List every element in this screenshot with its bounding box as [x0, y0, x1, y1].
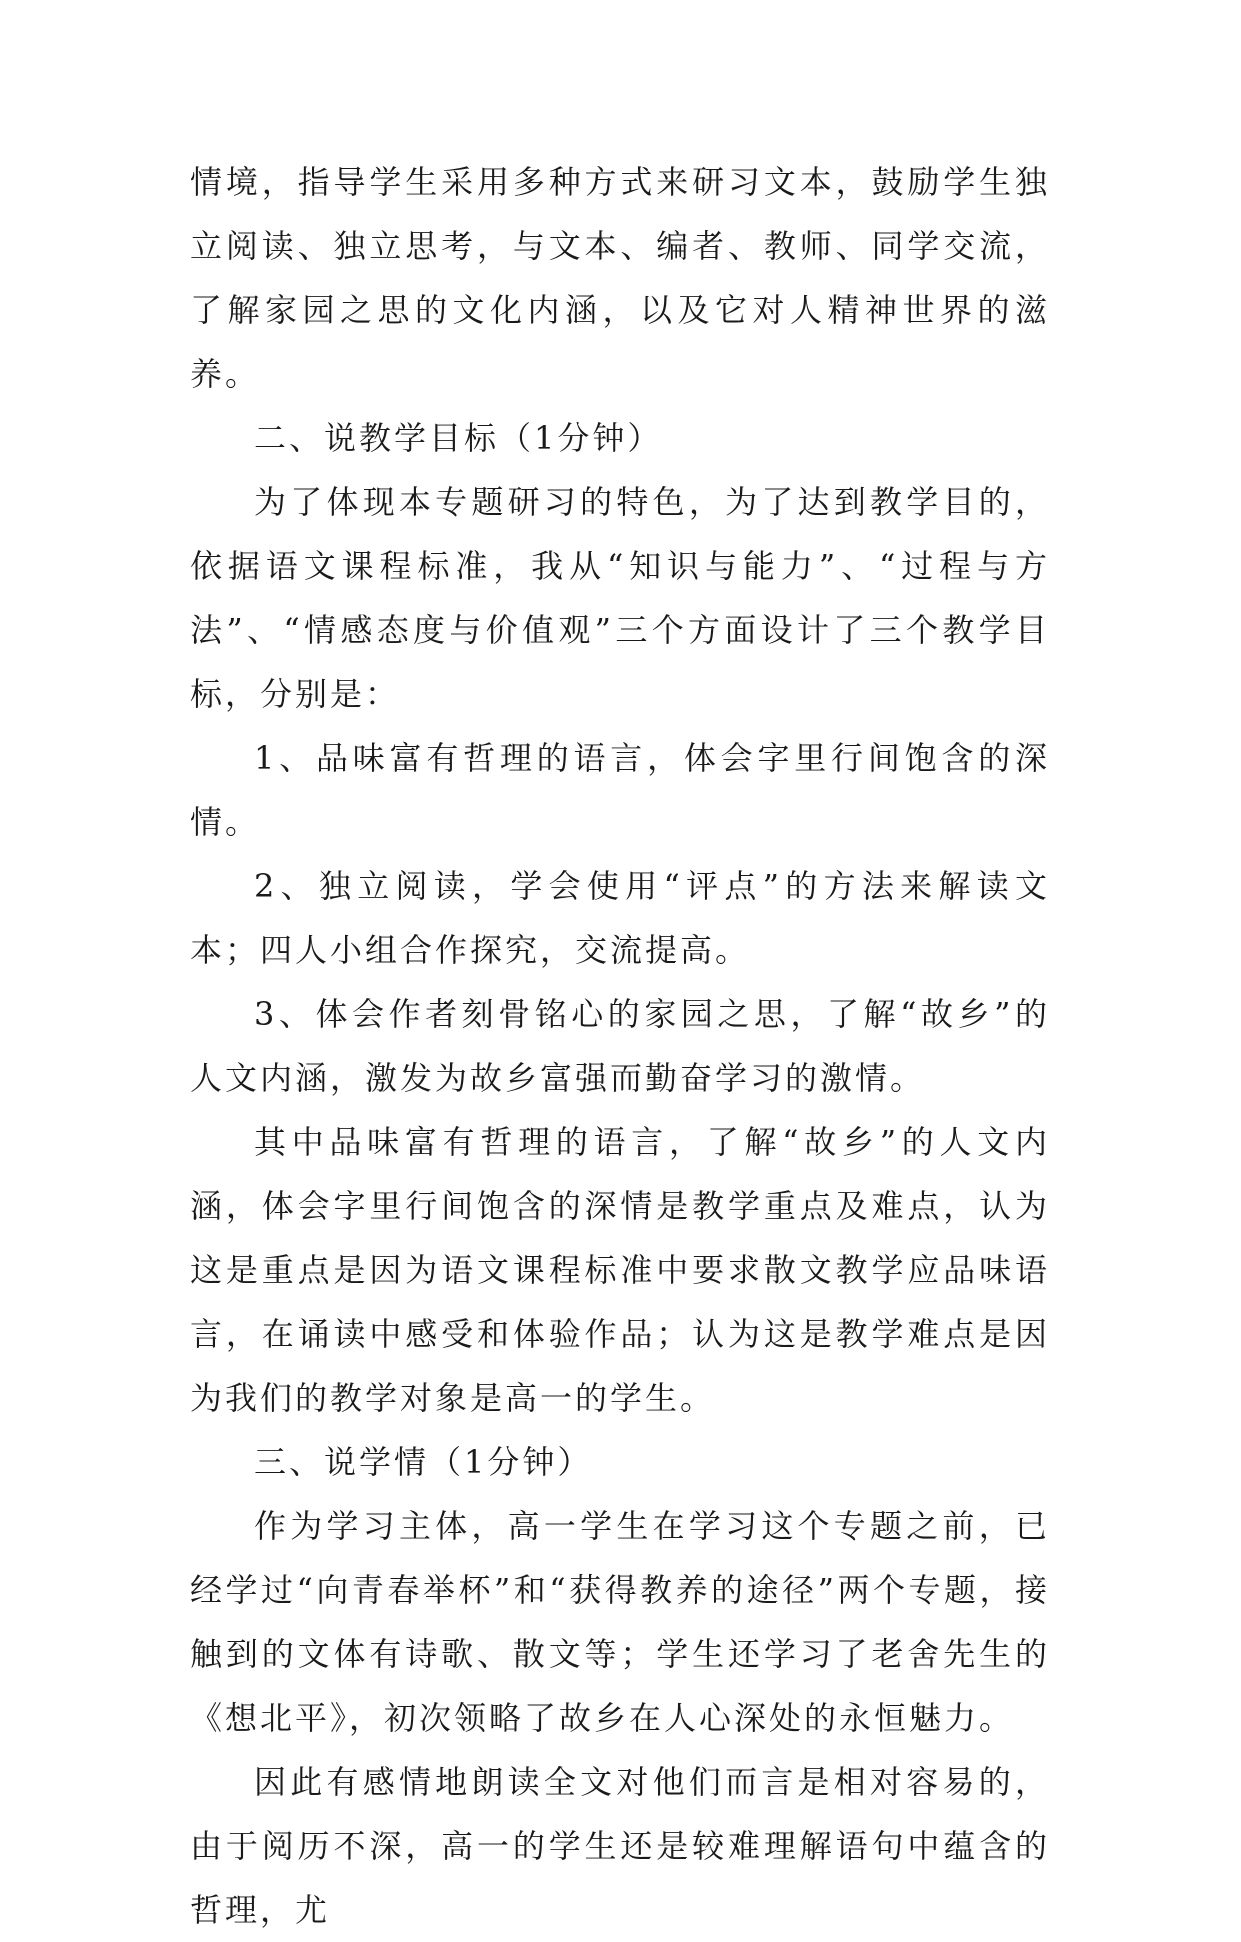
- list-item: 3、体会作者刻骨铭心的家园之思，了解“故乡”的人文内涵，激发为故乡富强而勤奋学习的激情。: [190, 995, 1050, 1097]
- paragraph: 因此有感情地朗读全文对他们而言是相对容易的，由于阅历不深，高一的学生还是较难理解语句中蕴含的哲理，尤: [190, 1763, 1050, 1929]
- paragraph: 作为学习主体，高一学生在学习这个专题之前，已经学过“向青春举杯”和“获得教养的途径”两个专题，接触到的文体有诗歌、散文等；学生还学习了老舍先生的《想北平》，初次领略了故乡在人心深处的永恒魅力。: [190, 1507, 1050, 1737]
- document-page: [190, 150, 1050, 1942]
- list-item: 1、品味富有哲理的语言，体会字里行间饱含的深情。: [190, 739, 1050, 841]
- section-heading: 二、说教学目标（1分钟）: [254, 419, 663, 457]
- list-item: 2、独立阅读，学会使用“评点”的方法来解读文本；四人小组合作探究，交流提高。: [190, 867, 1050, 969]
- paragraph: 情境，指导学生采用多种方式来研习文本，鼓励学生独立阅读、独立思考，与文本、编者、教师、同学交流，了解家园之思的文化内涵，以及它对人精神世界的滋养。: [190, 163, 1050, 393]
- section-heading: 三、说学情（1分钟）: [254, 1443, 593, 1481]
- paragraph: 为了体现本专题研习的特色，为了达到教学目的，依据语文课程标准，我从“知识与能力”、“过程与方法”、“情感态度与价值观”三个方面设计了三个教学目标，分别是：: [190, 483, 1050, 713]
- paragraph: 其中品味富有哲理的语言，了解“故乡”的人文内涵，体会字里行间饱含的深情是教学重点及难点，认为这是重点是因为语文课程标准中要求散文教学应品味语言，在诵读中感受和体验作品；认为这是教学难点是因为我们的教学对象是高一的学生。: [190, 1123, 1050, 1417]
